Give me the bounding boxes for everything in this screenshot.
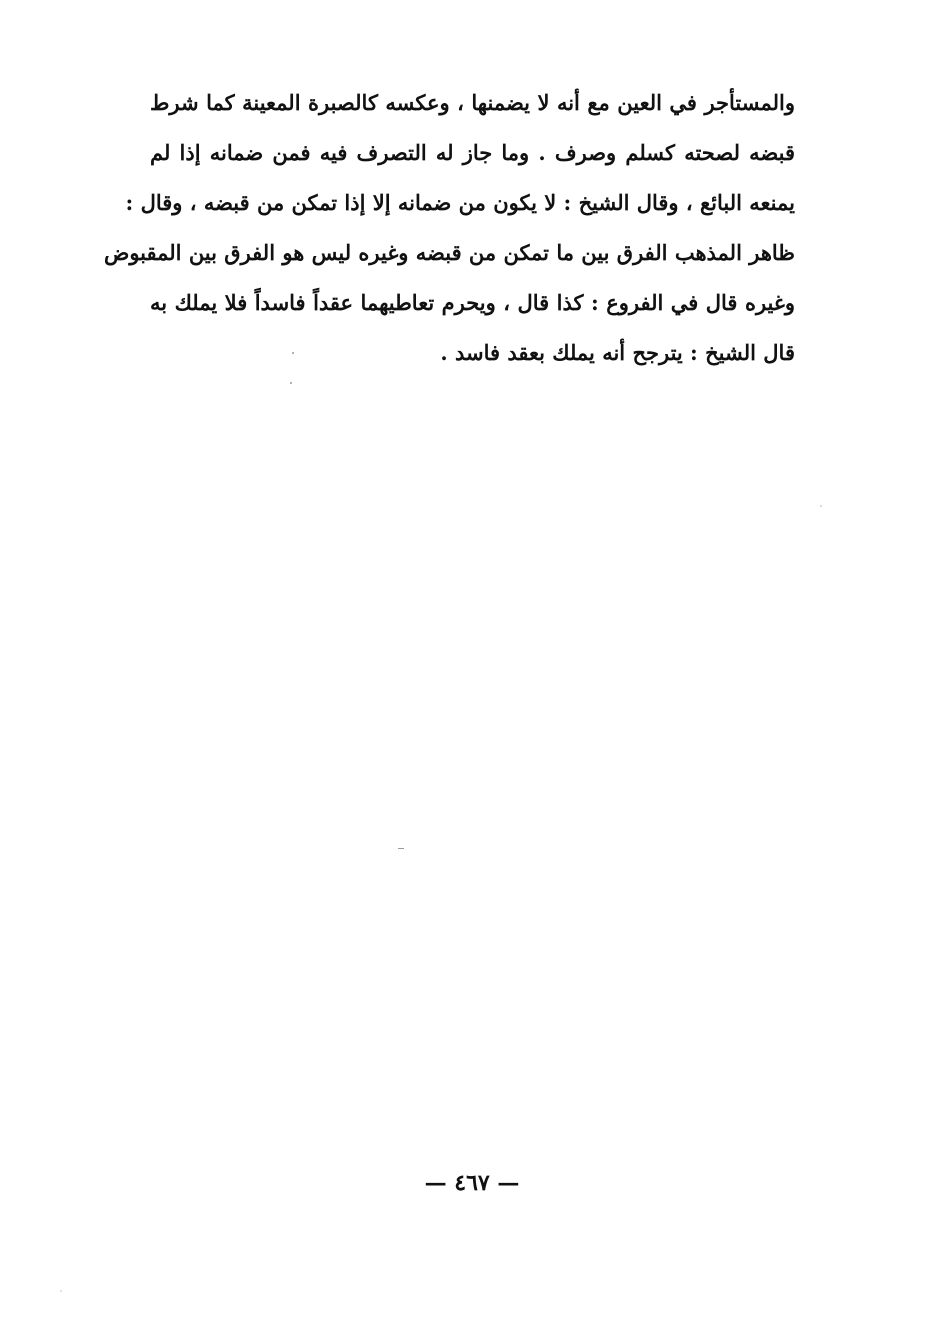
scan-speck	[60, 1290, 62, 1292]
scan-speck	[398, 848, 404, 849]
scan-speck	[820, 505, 822, 507]
text-line-5: وغيره قال في الفروع : كذا قال ، ويحرم تعاطيهما عقداً فاسداً فلا يملك به	[150, 290, 795, 315]
scan-speck	[290, 382, 292, 384]
text-line-1: والمستأجر في العين مع أنه لا يضمنها ، وعكسه كالصبرة المعينة كما شرط	[150, 90, 795, 115]
text-line-6: قال الشيخ : يترجح أنه يملك بعقد فاسد .	[440, 340, 795, 365]
text-line-2: قبضه لصحته كسلم وصرف . وما جاز له التصرف فيه فمن ضمانه إذا لم	[150, 140, 795, 165]
scan-speck	[292, 352, 294, 354]
text-line-3: يمنعه البائع ، وقال الشيخ : لا يكون من ضمانه إلا إذا تمكن من قبضه ، وقال :	[125, 190, 795, 215]
page-number: — ٤٦٧ —	[424, 1170, 520, 1196]
text-line-4: ظاهر المذهب الفرق بين ما تمكن من قبضه وغيره ليس هو الفرق بين المقبوض	[103, 240, 795, 265]
body-text	[103, 78, 795, 378]
